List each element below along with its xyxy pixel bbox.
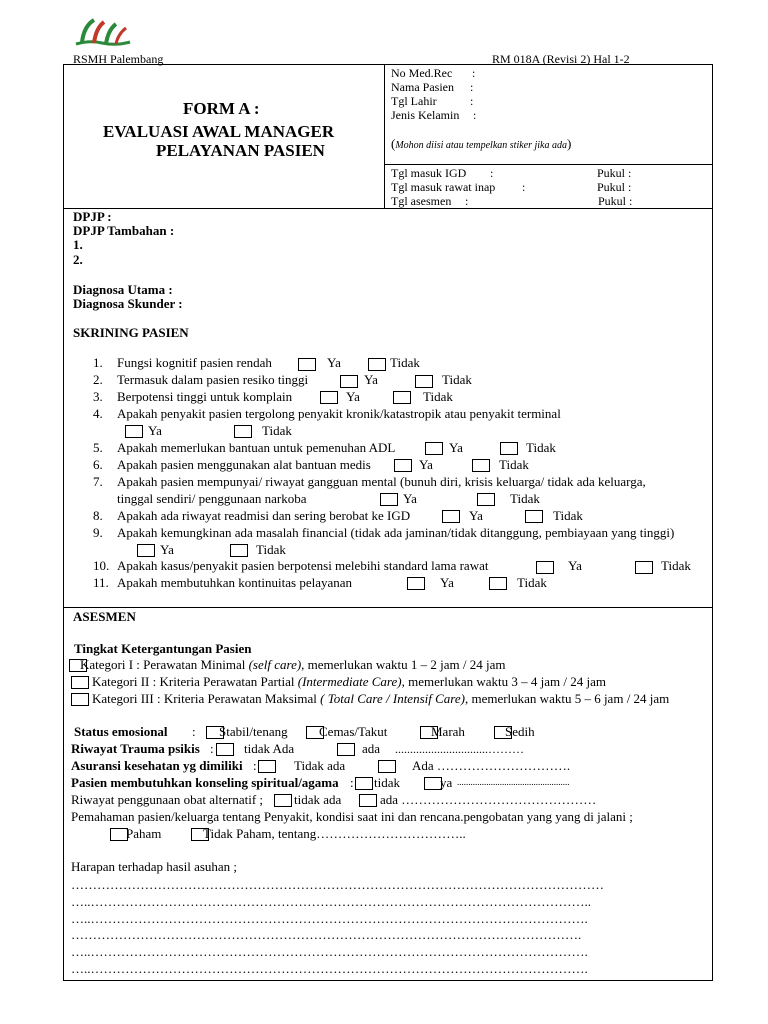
harapan-line-3[interactable]: …..……………………………………………………………………………………………………. xyxy=(71,911,588,926)
tidak-label: Tidak xyxy=(499,457,529,472)
ya-label: Ya xyxy=(403,491,417,506)
ya-label: Ya xyxy=(346,389,360,404)
checkbox-5-ya[interactable] xyxy=(425,442,443,455)
trauma-dots[interactable]: ...............................……… xyxy=(395,742,524,756)
tidak-label: Tidak xyxy=(553,508,583,523)
skrining-item-7-text: Apakah pasien mempunyai/ riwayat gangguan mental (bunuh diri, krisis keluarga/ tidak ada keluarga, xyxy=(117,474,646,489)
colon: : xyxy=(473,108,477,122)
tgl-asesmen-label: Tgl asesmen xyxy=(391,194,452,208)
sedih-label: Sedih xyxy=(505,724,535,739)
skrining-item-2: 2. xyxy=(93,372,103,387)
checkbox-trauma-tidak[interactable] xyxy=(216,743,234,756)
checkbox-3-tidak[interactable] xyxy=(393,391,411,404)
colon: : xyxy=(350,775,354,790)
tidak-label: Tidak xyxy=(262,423,292,438)
dpjp-item-1: 1. xyxy=(73,237,83,252)
skrining-item-10: 10. xyxy=(93,558,110,573)
checkbox-kategori-3[interactable] xyxy=(71,693,89,706)
kategori-1-text: Kategori I : Perawatan Minimal (self care), memerlukan waktu 1 – 2 jam / 24 jam xyxy=(80,657,506,672)
tidak-label: Tidak xyxy=(442,372,472,387)
tgl-masuk-igd-label: Tgl masuk IGD xyxy=(391,166,467,180)
form-title-line2: EVALUASI AWAL MANAGER xyxy=(103,122,335,141)
ya-label: Ya xyxy=(327,355,341,370)
diagnosa-sekunder-label: Diagnosa Skunder : xyxy=(73,296,183,311)
skrining-item-9: 9. xyxy=(93,525,103,540)
tidak-label: Tidak xyxy=(423,389,453,404)
tidak-label: Tidak xyxy=(517,575,547,590)
tgl-lahir-label: Tgl Lahir xyxy=(391,94,437,108)
patient-box-divider xyxy=(384,164,713,165)
checkbox-2-tidak[interactable] xyxy=(415,375,433,388)
paham-label: Paham xyxy=(126,826,162,841)
checkbox-1-tidak[interactable] xyxy=(368,358,386,371)
skrining-item-4: 4. xyxy=(93,406,103,421)
skrining-item-11-text: Apakah membutuhkan kontinuitas pelayanan xyxy=(117,575,353,590)
asuransi-ada-label[interactable]: Ada …………………………. xyxy=(412,758,571,773)
colon: : xyxy=(253,758,257,773)
kategori-3-text: Kategori III : Kriteria Perawatan Maksimal ( Total Care / Intensif Care), memerlukan waktu 5 – 6 jam / 24 jam xyxy=(92,691,670,706)
checkbox-9-ya[interactable] xyxy=(137,544,155,557)
header-divider xyxy=(384,64,385,208)
checkbox-8-tidak[interactable] xyxy=(525,510,543,523)
skrining-item-3: 3. xyxy=(93,389,103,404)
pukul-label: Pukul : xyxy=(597,166,632,180)
header-bottom-line xyxy=(63,208,713,209)
harapan-line-5[interactable]: …..……………………………………………………………………………………………………. xyxy=(71,944,588,959)
skrining-item-8: 8. xyxy=(93,508,103,523)
harapan-label: Harapan terhadap hasil asuhan ; xyxy=(71,859,238,874)
checkbox-7-ya[interactable] xyxy=(380,493,398,506)
kategori-2-text: Kategori II : Kriteria Perawatan Partial (Intermediate Care), memerlukan waktu 3 – 4 jam / 24 jam xyxy=(92,674,606,689)
colon: : xyxy=(470,94,474,108)
form-title-line1: FORM A : xyxy=(183,99,260,118)
checkbox-9-tidak[interactable] xyxy=(230,544,248,557)
colon: : xyxy=(522,180,526,194)
status-emosional-label: Status emosional xyxy=(74,724,168,739)
hospital-name: RSMH Palembang xyxy=(73,52,164,66)
stabil-label: Stabil/tenang xyxy=(219,724,288,739)
pukul-label: Pukul : xyxy=(597,180,632,194)
skrining-item-7-text-cont: tinggal sendiri/ penggunaan narkoba xyxy=(117,491,307,506)
skrining-item-8-text: Apakah ada riwayat readmisi dan sering berobat ke IGD xyxy=(117,508,411,523)
colon: : xyxy=(210,741,214,756)
tidak-label: Tidak xyxy=(390,355,420,370)
ya-label: Ya xyxy=(469,508,483,523)
skrining-item-2-text: Termasuk dalam pasien resiko tinggi xyxy=(117,372,309,387)
ya-label: Ya xyxy=(364,372,378,387)
pukul-label: Pukul : xyxy=(598,194,633,208)
trauma-label: Riwayat Trauma psikis xyxy=(71,741,200,756)
skrining-item-5-text: Apakah memerlukan bantuan untuk pemenuhan ADL xyxy=(117,440,396,455)
hospital-logo xyxy=(72,16,132,48)
tgl-masuk-rawat-inap-label: Tgl masuk rawat inap xyxy=(391,180,496,194)
checkbox-3-ya[interactable] xyxy=(320,391,338,404)
document-code: RM 018A (Revisi 2) Hal 1-2 xyxy=(492,52,630,66)
dpjp-tambahan-label: DPJP Tambahan : xyxy=(73,223,175,238)
asuransi-tidak-label: Tidak ada xyxy=(294,758,346,773)
checkbox-8-ya[interactable] xyxy=(442,510,460,523)
colon: : xyxy=(465,194,469,208)
marah-label: Marah xyxy=(431,724,465,739)
tidak-paham-label[interactable]: Tidak Paham, tentang…………………………….. xyxy=(203,826,466,841)
checkbox-10-tidak[interactable] xyxy=(635,561,653,574)
asesmen-title: ASESMEN xyxy=(73,609,136,624)
skrining-item-5: 5. xyxy=(93,440,103,455)
konseling-ya-label: ya xyxy=(440,775,453,790)
sticker-note: (Mohon diisi atau tempelkan stiker jika ada) xyxy=(391,136,572,151)
skrining-item-6-text: Apakah pasien menggunakan alat bantuan medis xyxy=(117,457,371,472)
checkbox-6-ya[interactable] xyxy=(394,459,412,472)
checkbox-obat-tidak[interactable] xyxy=(274,794,292,807)
trauma-tidak-label: tidak Ada xyxy=(244,741,295,756)
colon: : xyxy=(472,66,476,80)
colon: : xyxy=(470,80,474,94)
checkbox-11-ya[interactable] xyxy=(407,577,425,590)
checkbox-6-tidak[interactable] xyxy=(472,459,490,472)
dpjp-label: DPJP : xyxy=(73,209,112,224)
med-rec-label: No Med.Rec xyxy=(391,66,453,80)
checkbox-1-ya[interactable] xyxy=(298,358,316,371)
checkbox-11-tidak[interactable] xyxy=(489,577,507,590)
tidak-label: Tidak xyxy=(526,440,556,455)
checkbox-10-ya[interactable] xyxy=(536,561,554,574)
ya-label: Ya xyxy=(160,542,174,557)
ya-label: Ya xyxy=(148,423,162,438)
skrining-item-10-text: Apakah kasus/penyakit pasien berpotensi melebihi standard lama rawat xyxy=(117,558,489,573)
obat-alternatif-label: Riwayat penggunaan obat alternatif ; xyxy=(71,792,264,807)
form-title-line3: PELAYANAN PASIEN xyxy=(156,141,325,160)
ya-label: Ya xyxy=(568,558,582,573)
pemahaman-label: Pemahaman pasien/keluarga tentang Penyakit, kondisi saat ini dan rencana.pengobatan yang yang di jalani ; xyxy=(71,809,633,824)
colon: : xyxy=(192,724,196,739)
checkbox-asuransi-tidak[interactable] xyxy=(258,760,276,773)
konseling-label: Pasien membutuhkan konseling spiritual/agama xyxy=(71,775,339,790)
konseling-dots[interactable]: .................................................. xyxy=(457,777,570,787)
checkbox-7-tidak[interactable] xyxy=(477,493,495,506)
checkbox-4-tidak[interactable] xyxy=(234,425,252,438)
checkbox-asuransi-ada[interactable] xyxy=(378,760,396,773)
ya-label: Ya xyxy=(449,440,463,455)
trauma-ada-label: ada xyxy=(362,741,381,756)
checkbox-konseling-tidak[interactable] xyxy=(355,777,373,790)
skrining-item-4-text: Apakah penyakit pasien tergolong penyakit kronik/katastropik atau penyakit terminal xyxy=(117,406,561,421)
skrining-title: SKRINING PASIEN xyxy=(73,325,189,340)
ya-label: Ya xyxy=(419,457,433,472)
tidak-label: Tidak xyxy=(510,491,540,506)
diagnosa-utama-label: Diagnosa Utama : xyxy=(73,282,173,297)
harapan-line-2[interactable]: …..…………………………………………………………………………………………………….. xyxy=(71,894,591,909)
jenis-kelamin-label: Jenis Kelamin xyxy=(391,108,460,122)
tidak-label: Tidak xyxy=(661,558,691,573)
harapan-line-1[interactable]: …………………………………………………………………………………………………………… xyxy=(71,877,604,892)
skrining-bottom-line xyxy=(63,607,713,608)
tidak-label: Tidak xyxy=(256,542,286,557)
colon: : xyxy=(490,166,494,180)
konseling-tidak-label: tidak xyxy=(374,775,400,790)
checkbox-kategori-2[interactable] xyxy=(71,676,89,689)
obat-ada-label[interactable]: ada ……………………………………… xyxy=(380,792,597,807)
harapan-line-4[interactable]: ………………………………………………………………………………………………………. xyxy=(71,927,582,942)
obat-tidak-label: tidak ada xyxy=(294,792,342,807)
cemas-label: Cemas/Takut xyxy=(319,724,388,739)
skrining-item-9-text: Apakah kemungkinan ada masalah financial (tidak ada jaminan/tidak ditanggung, pembiayaan yang tinggi) xyxy=(117,525,675,540)
ketergantungan-title: Tingkat Ketergantungan Pasien xyxy=(74,641,252,656)
skrining-item-7: 7. xyxy=(93,474,103,489)
checkbox-5-tidak[interactable] xyxy=(500,442,518,455)
skrining-item-3-text: Berpotensi tinggi untuk komplain xyxy=(117,389,293,404)
checkbox-obat-ada[interactable] xyxy=(359,794,377,807)
skrining-item-11: 11. xyxy=(93,575,109,590)
checkbox-4-ya[interactable] xyxy=(125,425,143,438)
dpjp-item-2: 2. xyxy=(73,252,83,267)
skrining-item-6: 6. xyxy=(93,457,103,472)
checkbox-2-ya[interactable] xyxy=(340,375,358,388)
skrining-item-1-text: Fungsi kognitif pasien rendah xyxy=(117,355,272,370)
harapan-line-6[interactable]: …..……………………………………………………………………………………………………. xyxy=(71,961,588,976)
asuransi-label: Asuransi kesehatan yg dimiliki xyxy=(71,758,243,773)
checkbox-trauma-ada[interactable] xyxy=(337,743,355,756)
nama-pasien-label: Nama Pasien xyxy=(391,80,454,94)
skrining-item-1: 1. xyxy=(93,355,103,370)
ya-label: Ya xyxy=(440,575,454,590)
